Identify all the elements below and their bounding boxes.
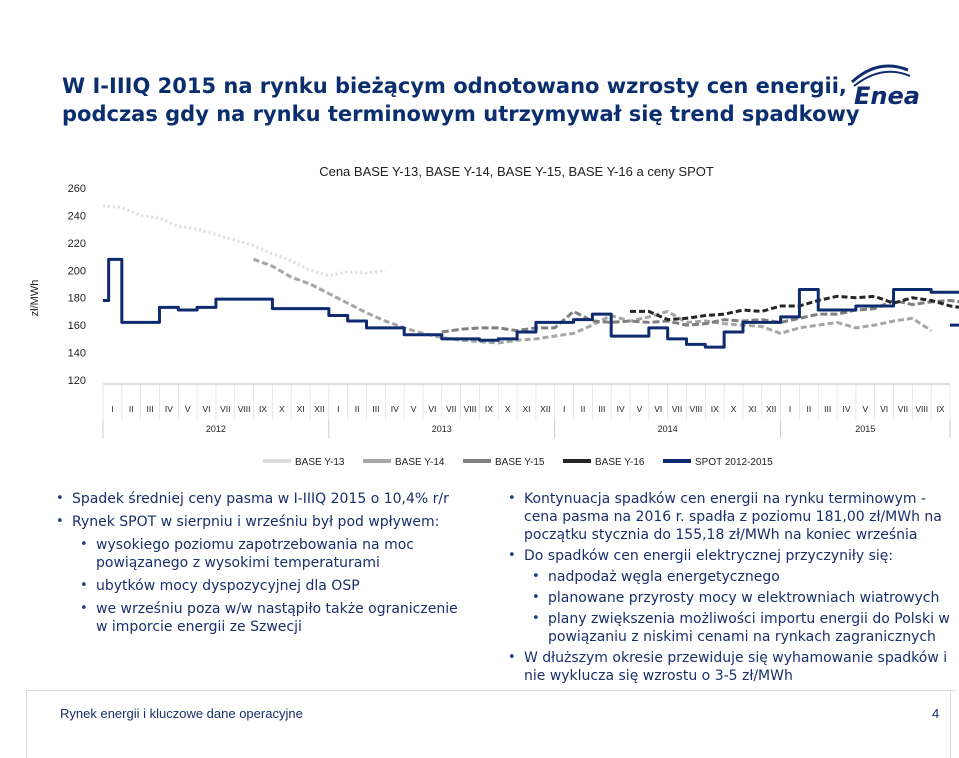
x-month-label: IX <box>936 404 945 414</box>
x-month-label: XII <box>314 404 325 414</box>
x-month-label: V <box>410 404 417 414</box>
x-year-label: 2014 <box>657 424 678 434</box>
chart-title: Cena BASE Y-13, BASE Y-14, BASE Y-15, BASE Y-16 a ceny SPOT <box>319 164 714 179</box>
legend-label: BASE Y-13 <box>295 457 345 468</box>
x-month-label: III <box>824 404 832 414</box>
x-month-label: IX <box>710 404 719 414</box>
y-tick-label: 240 <box>67 210 86 223</box>
x-month-label: III <box>372 404 380 414</box>
footer-section-title: Rynek energii i kluczowe dane operacyjne <box>60 706 303 721</box>
enea-logo <box>838 60 948 110</box>
x-month-label: V <box>184 404 191 414</box>
x-month-label: I <box>562 404 566 414</box>
x-month-label: II <box>128 404 134 414</box>
x-month-label: II <box>806 404 812 414</box>
series-line-spot-2012-2015 <box>103 259 959 347</box>
x-month-label: XI <box>748 404 757 414</box>
series-line-base-y-16 <box>630 296 959 332</box>
x-month-label: IX <box>258 404 268 414</box>
y-tick-label: 260 <box>67 183 86 195</box>
x-month-label: VI <box>428 404 437 414</box>
x-month-label: VII <box>897 404 909 414</box>
x-month-label: VIII <box>463 404 477 414</box>
x-month-label: X <box>278 404 285 414</box>
x-month-label: VI <box>880 404 889 414</box>
x-month-label: VII <box>671 404 683 414</box>
right-bullet-3: • W dłuższym okresie przewiduje się wyhamowanie spadków i nie wyklucza się wzrostu o 3-5 zł/MWh <box>504 649 956 685</box>
right-subbullet-1: • nadpodaż węgla energetycznego <box>504 568 956 586</box>
left-subbullet-2: • ubytków mocy dyspozycyjnej dla OSP <box>52 577 472 595</box>
x-month-label: V <box>636 404 643 414</box>
x-month-label: I <box>337 404 340 414</box>
x-month-label: VIII <box>689 404 703 414</box>
page-number: 4 <box>932 706 940 721</box>
price-chart <box>0 150 959 480</box>
left-bullet-list <box>52 490 472 641</box>
y-tick-label: 140 <box>67 347 86 360</box>
x-month-label: III <box>146 404 154 414</box>
x-month-label: XI <box>296 404 305 414</box>
legend-label: BASE Y-15 <box>495 457 545 468</box>
footer-left-border <box>26 690 27 758</box>
y-tick-label: 160 <box>67 320 86 333</box>
x-month-label: IV <box>616 404 625 414</box>
x-month-label: VIII <box>915 404 929 414</box>
x-month-label: IV <box>164 404 173 414</box>
x-month-label: IV <box>842 404 851 414</box>
x-month-label: VI <box>654 404 663 414</box>
right-bullet-2: • Do spadków cen energii elektrycznej przyczyniły się: <box>504 547 956 565</box>
x-month-label: VII <box>446 404 457 414</box>
right-bullet-1: • Kontynuacja spadków cen energii na rynku terminowym - cena pasma na 2016 r. spadła z poziomu 181,00 zł/MWh na początku stycznia do 155,18 zł/MWh na koniec września <box>504 490 956 544</box>
y-axis-label: zł/MWh <box>29 279 41 317</box>
footer-right-border <box>950 690 951 758</box>
left-bullet-2: • Rynek SPOT w sierpniu i wrześniu był pod wpływem: <box>52 513 472 531</box>
x-month-label: VIII <box>237 404 251 414</box>
legend-label: BASE Y-14 <box>395 457 445 468</box>
page-title-line-2: podczas gdy na rynku terminowym utrzymywał się trend spadkowy <box>62 102 860 126</box>
x-month-label: IV <box>390 404 399 414</box>
x-month-label: IX <box>484 404 493 414</box>
x-month-label: II <box>580 404 586 414</box>
x-month-label: XII <box>765 404 777 414</box>
x-month-label: V <box>862 404 869 414</box>
x-month-label: XII <box>540 404 551 414</box>
x-month-label: I <box>111 404 114 414</box>
x-month-label: X <box>730 404 737 414</box>
right-subbullet-3: • plany zwiększenia możliwości importu energii do Polski w powiązaniu z niskimi cenami na rynkach zagranicznych <box>504 610 956 646</box>
left-bullet-1: • Spadek średniej ceny pasma w I-IIIQ 2015 o 10,4% r/r <box>52 490 472 508</box>
enea-logo-text: Enea <box>854 82 920 110</box>
x-month-label: II <box>354 404 360 414</box>
x-month-label: XI <box>522 404 531 414</box>
x-year-label: 2013 <box>431 424 452 434</box>
series-line-base-y-14 <box>254 259 932 343</box>
right-bullet-list <box>504 490 956 688</box>
x-month-label: X <box>504 404 511 414</box>
y-tick-label: 180 <box>67 292 86 305</box>
left-subbullet-1: • wysokiego poziomu zapotrzebowania na moc powiązanego z wysokimi temperaturami <box>52 536 472 572</box>
footer-divider <box>26 690 956 691</box>
page-title <box>62 72 860 128</box>
x-year-label: 2012 <box>205 424 226 434</box>
series-line-base-y-13 <box>103 206 385 276</box>
y-tick-label: 200 <box>67 265 86 278</box>
x-month-label: VI <box>202 404 211 414</box>
x-month-label: VII <box>220 404 231 414</box>
x-month-label: III <box>598 404 606 414</box>
x-month-label: I <box>788 404 792 414</box>
legend-label: SPOT 2012-2015 <box>695 457 773 468</box>
left-subbullet-3: • we wrześniu poza w/w nastąpiło także ograniczenie w imporcie energii ze Szwecji <box>52 600 472 636</box>
right-subbullet-2: • planowane przyrosty mocy w elektrowniach wiatrowych <box>504 589 956 607</box>
y-tick-label: 120 <box>67 375 86 387</box>
y-tick-label: 220 <box>67 237 86 250</box>
page-title-line-1: W I-IIIQ 2015 na rynku bieżącym odnotowano wzrosty cen energii, <box>62 74 847 98</box>
legend-label: BASE Y-16 <box>595 457 645 468</box>
x-year-label: 2015 <box>855 424 876 434</box>
